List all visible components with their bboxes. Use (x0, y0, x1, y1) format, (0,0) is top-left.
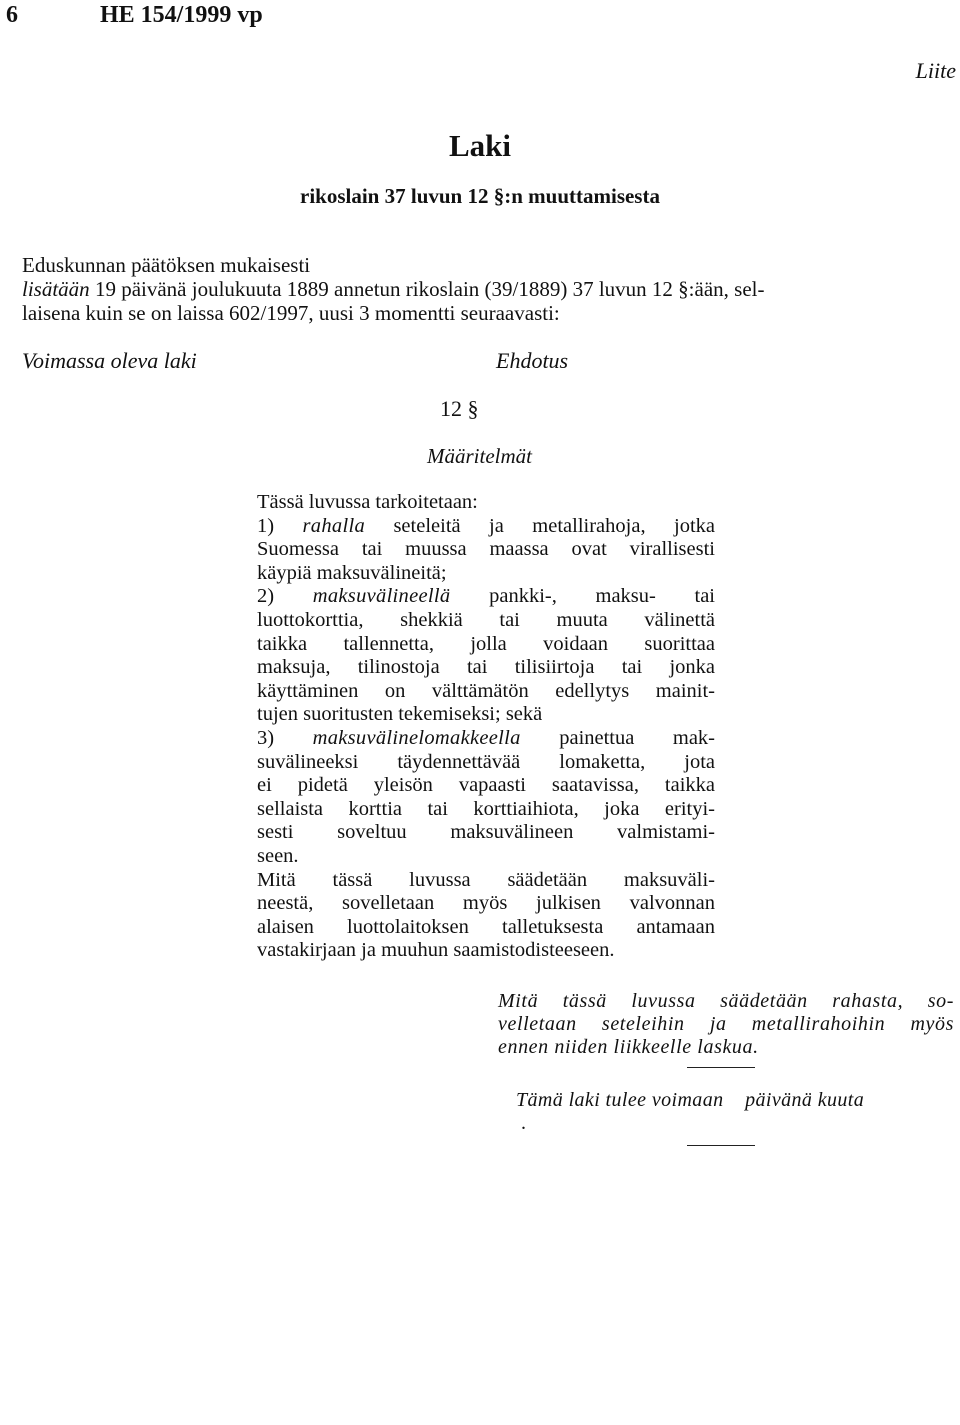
note-line: ennen niiden liikkeelle laskua. (498, 1036, 759, 1058)
intro-line: laisena kuin se on laissa 602/1997, uusi 3 momentti seuraavasti: (22, 301, 560, 325)
defined-term: maksuvälinelomakkeella (312, 726, 521, 749)
intro-text: 19 päivänä joulukuuta 1889 annetun rikoslain (39/1889) 37 luvun 12 §:ään, sel- (89, 277, 765, 301)
body-line: neestä, sovelletaan myös julkisen valvonnan (257, 892, 715, 915)
defined-term: maksuvälineellä (312, 585, 451, 608)
section-number: 12 § (440, 396, 479, 421)
body-line: luottokorttia, shekkiä tai muuta välinettä (257, 608, 715, 631)
body-line: Mitä tässä luvussa säädetään maksuväli- (257, 868, 715, 891)
intro-line: Eduskunnan päätöksen mukaisesti (22, 253, 311, 277)
body-line: Tässä luvussa tarkoitetaan: (257, 491, 478, 513)
body-line: Suomessa tai muussa maassa ovat virallisesti (257, 538, 715, 561)
separator-rule (687, 1145, 755, 1146)
defined-term: rahalla (302, 514, 366, 537)
body-line: käypiä maksuvälineitä; (257, 561, 447, 584)
intro-line (22, 277, 952, 301)
separator-rule (687, 1067, 755, 1068)
body-line: sellaista korttia tai korttiaihiota, joka erityi- (257, 797, 715, 820)
proposal-heading: Ehdotus (496, 348, 569, 373)
note-line: Mitä tässä luvussa säädetään rahasta, so- (498, 990, 954, 1012)
date-dot: . (521, 1112, 526, 1134)
body-line: vastakirjaan ja muuhun saamistodisteeseen. (257, 939, 615, 962)
appendix-label: Liite (915, 58, 956, 83)
current-law-heading: Voimassa oleva laki (22, 348, 197, 373)
law-subtitle: rikoslain 37 luvun 12 §:n muuttamisesta (300, 184, 660, 208)
body-line: 3) maksuvälinelomakkeella painettua mak- (257, 726, 715, 749)
body-line: maksuja, tilinostoja tai tilisiirtoja tai jonka (257, 656, 715, 679)
body-line: tujen suoritusten tekemiseksi; sekä (257, 703, 543, 726)
document-id: HE 154/1999 vp (100, 2, 263, 28)
section-body (257, 491, 715, 963)
body-line: seen. (257, 844, 299, 867)
entry-into-force: Tämä laki tulee voimaan päivänä kuuta (516, 1089, 865, 1111)
page-number: 6 (6, 2, 18, 28)
current-law-note (498, 990, 954, 1059)
body-line: käyttäminen on välttämätön edellytys mainit- (257, 679, 715, 702)
body-line: 2) maksuvälineellä pankki-, maksu- tai (257, 585, 715, 608)
body-line: sesti soveltuu maksuvälineen valmistami- (257, 821, 715, 844)
law-title: Laki (448, 128, 512, 163)
enacting-clause (22, 253, 952, 325)
body-line: suvälineeksi täydennettävää lomaketta, jota (257, 750, 715, 773)
section-heading: Määritelmät (427, 444, 532, 468)
body-line: alaisen luottolaitoksen talletuksesta antamaan (257, 915, 715, 938)
body-line: 1) rahalla seteleitä ja metallirahoja, jotka (257, 514, 716, 537)
body-line: ei pidetä yleisön vapaasti saatavissa, taikka (257, 774, 715, 797)
body-line: taikka tallennetta, jolla voidaan suorittaa (257, 632, 715, 655)
note-line: velletaan seteleihin ja metallirahoihin myös (498, 1013, 954, 1035)
intro-keyword: lisätään (22, 277, 90, 301)
